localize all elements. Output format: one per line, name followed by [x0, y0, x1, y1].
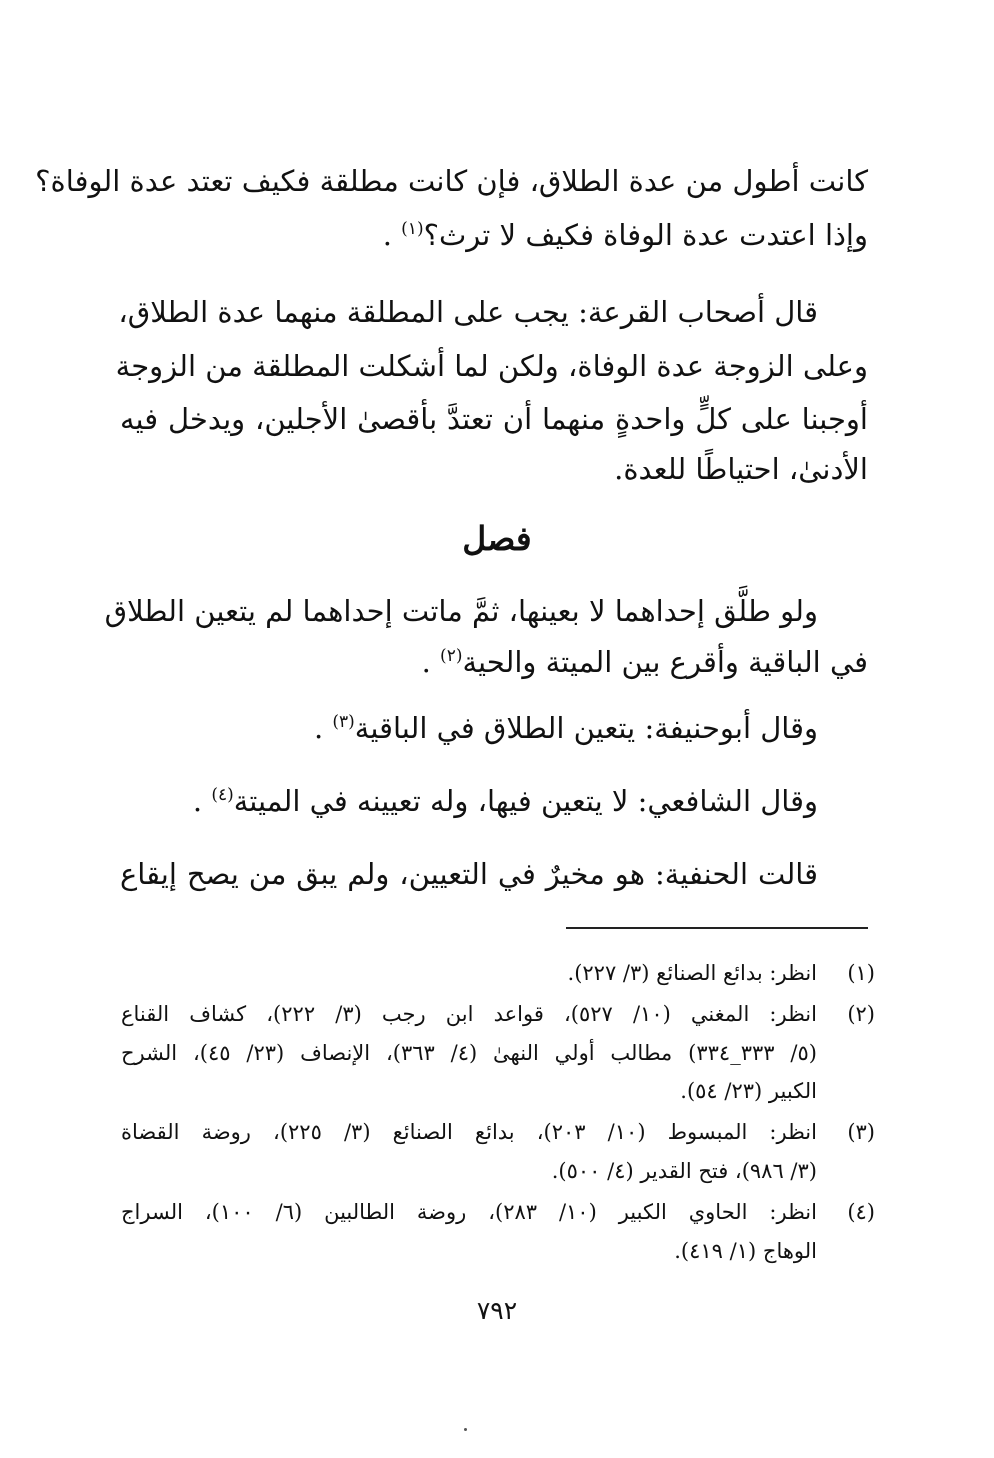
footnote-reference: (١)	[401, 219, 424, 239]
body-text: وقال الشافعي: لا يتعين فيها، وله تعيينه في الميتة	[233, 784, 818, 818]
body-text: وقال أبوحنيفة: يتعين الطلاق في الباقية	[354, 711, 818, 745]
body-text: في الباقية وأقرع بين الميتة والحية	[462, 645, 868, 679]
footnote-line: (٥/ ٣٣٣_٣٣٤) مطالب أولي النهىٰ (٤/ ٣٦٣)، الإنصاف (٢٣/ ٤٥)، الشرح	[121, 1041, 817, 1065]
body-line	[120, 708, 818, 748]
footnote-reference: (٣)	[332, 712, 355, 732]
punctuation: .	[192, 784, 212, 818]
footnote-line: الوهاج (١/ ٤١٩).	[674, 1239, 817, 1263]
footnote-line: الكبير (٢٣/ ٥٤).	[680, 1079, 817, 1103]
footnote-line: انظر: المغني (١٠/ ٥٢٧)، قواعد ابن رجب (٣/ ٢٢٢)، كشاف القناع	[121, 1002, 817, 1026]
body-line: قال أصحاب القرعة: يجب على المطلقة منهما عدة الطلاق،	[118, 295, 818, 329]
footnote-separator	[566, 927, 868, 929]
body-line: وعلى الزوجة عدة الوفاة، ولكن لما أشكلت المطلقة من الزوجة	[115, 349, 868, 383]
body-line: ولو طلَّق إحداهما لا بعينها، ثمَّ ماتت إحداهما لم يتعين الطلاق	[104, 594, 818, 628]
page-number: ٧٩٢	[476, 1296, 518, 1325]
footnote-line: (٣/ ٩٨٦)، فتح القدير (٤/ ٥٠٠).	[551, 1159, 817, 1183]
body-line: أوجبنا على كلٍّ واحدةٍ منهما أن تعتدَّ بأقصىٰ الأجلين، ويدخل فيه	[120, 402, 868, 436]
footnote-line: انظر: المبسوط (١٠/ ٢٠٣)، بدائع الصنائع (٣/ ٢٢٥)، روضة القضاة	[121, 1120, 817, 1144]
footnote-line: انظر: الحاوي الكبير (١٠/ ٢٨٣)، روضة الطالبين (٦/ ١٠٠)، السراج	[121, 1200, 817, 1224]
footnote-number: (٣)	[847, 1120, 875, 1144]
footnote-line: انظر: بدائع الصنائع (٣/ ٢٢٧).	[567, 961, 817, 985]
footnote-number: (٢)	[847, 1002, 875, 1026]
body-text: وإذا اعتدت عدة الوفاة فكيف لا ترث؟	[423, 218, 868, 252]
body-line: الأدنىٰ، احتياطًا للعدة.	[614, 452, 868, 486]
footnote-number: (٤)	[847, 1200, 875, 1224]
section-heading: فصل	[462, 519, 532, 558]
scan-speck	[464, 1428, 467, 1431]
punctuation: .	[382, 218, 402, 252]
footnote-reference: (٤)	[211, 785, 234, 805]
punctuation: .	[421, 645, 441, 679]
body-line: كانت أطول من عدة الطلاق، فإن كانت مطلقة فكيف تعتد عدة الوفاة؟	[35, 164, 868, 198]
body-line	[120, 642, 868, 682]
body-line	[120, 215, 868, 255]
body-line	[120, 781, 818, 821]
footnote-number: (١)	[847, 961, 875, 985]
body-line: قالت الحنفية: هو مخيرٌ في التعيين، ولم يبق من يصح إيقاع	[120, 857, 818, 891]
punctuation: .	[313, 711, 333, 745]
footnote-reference: (٢)	[440, 646, 463, 666]
